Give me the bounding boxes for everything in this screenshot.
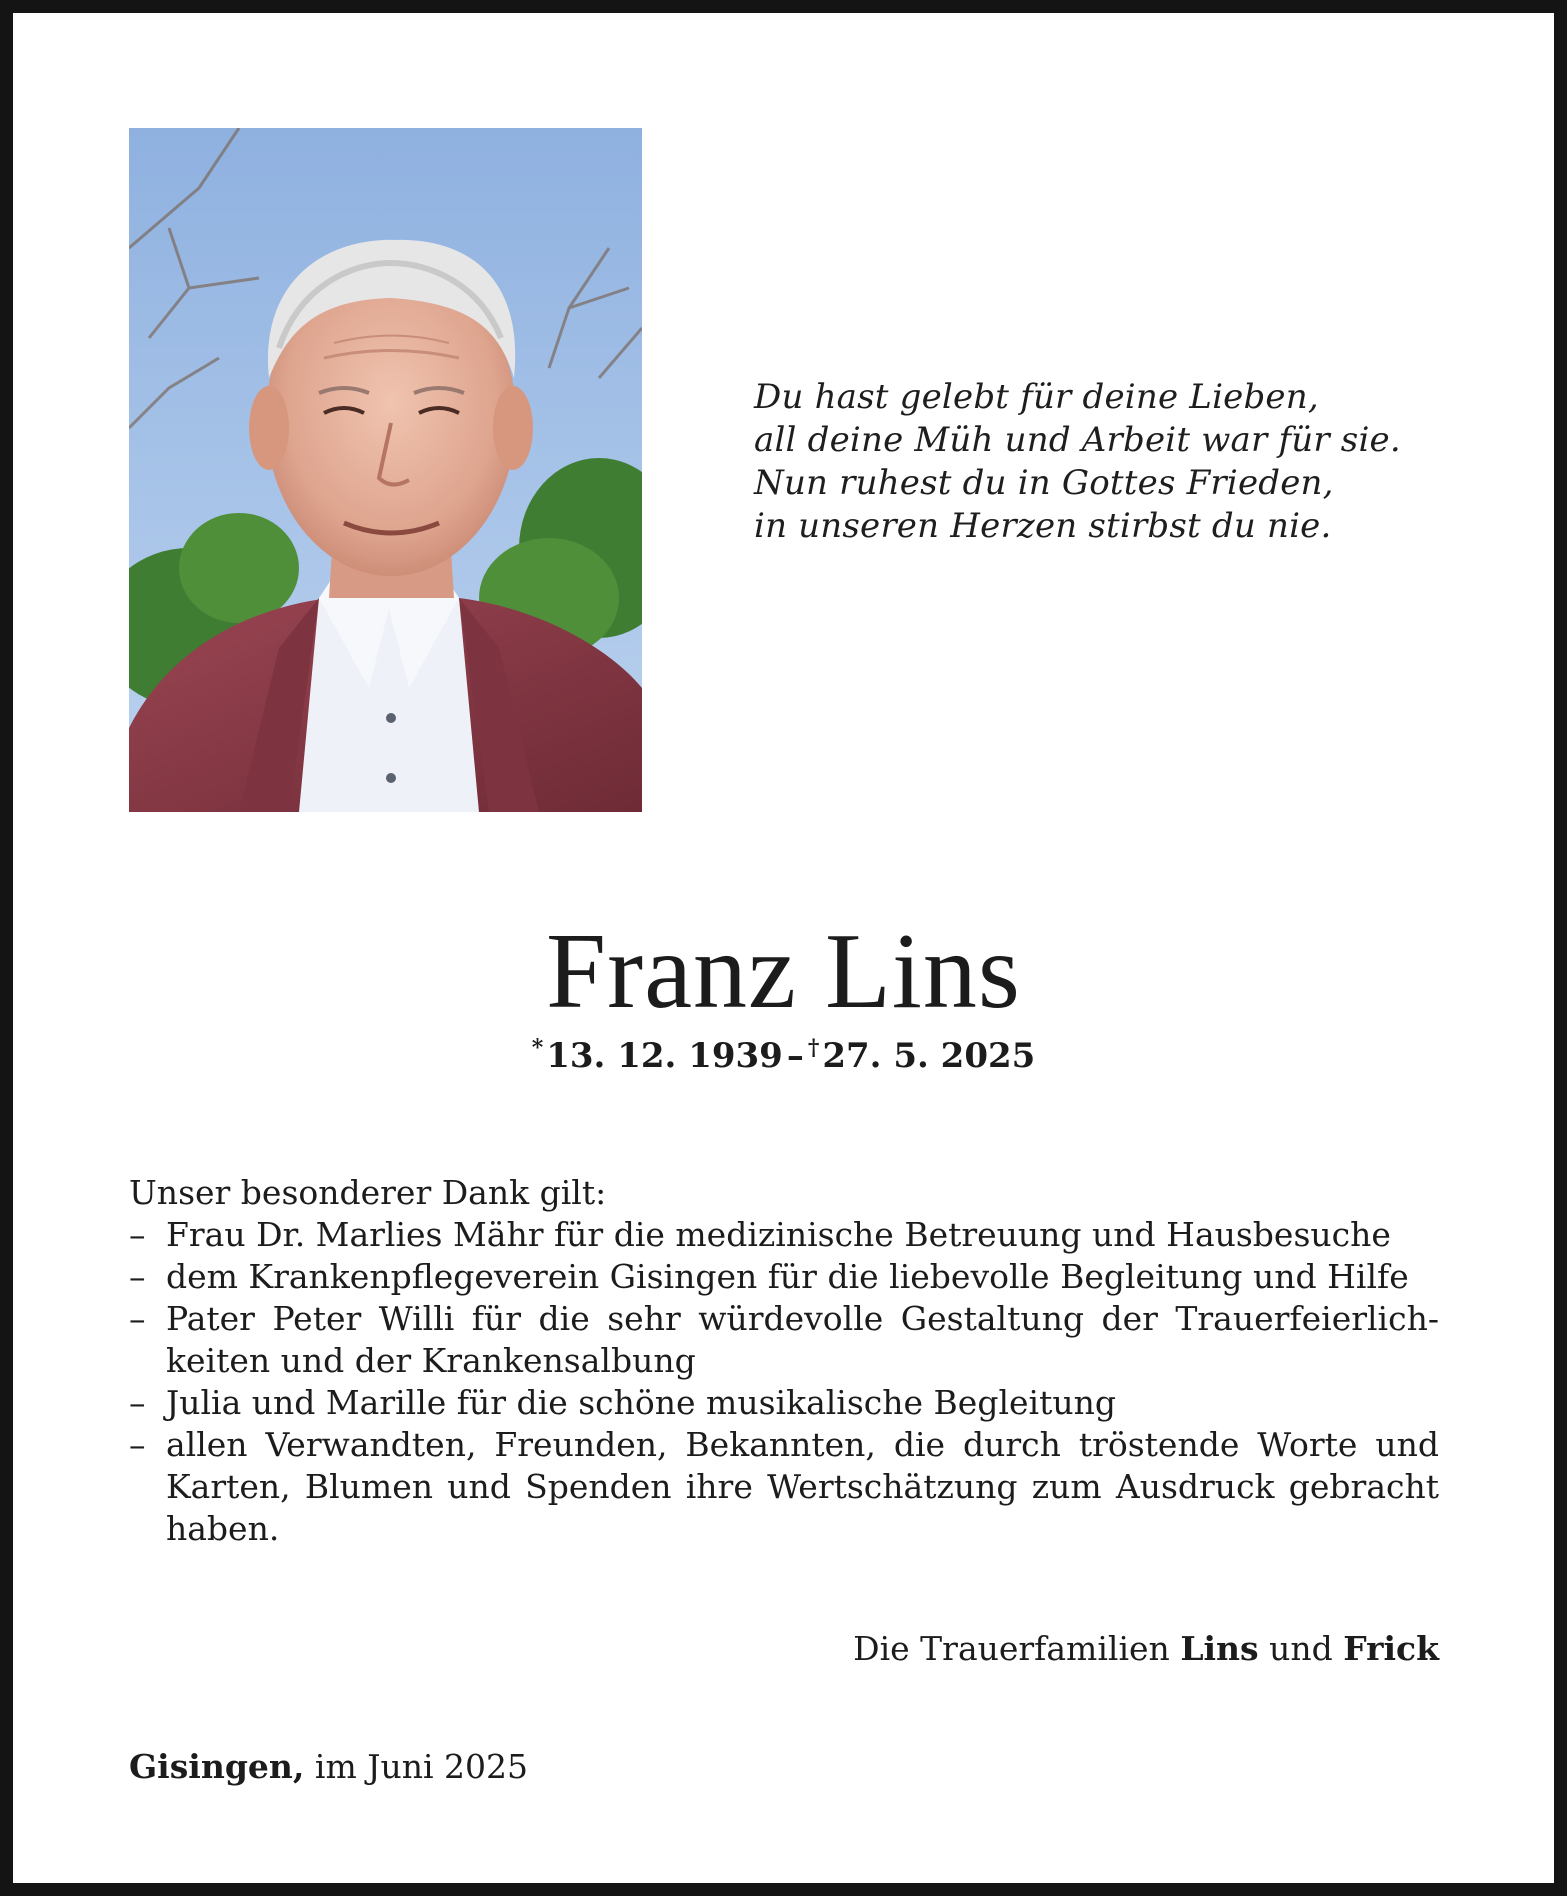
poem-line: Nun ruhest du in Gottes Frieden,: [754, 463, 1334, 503]
list-item: [129, 1424, 1439, 1550]
birth-symbol: *: [531, 1035, 544, 1061]
thanks-item-text: dem Krankenpflegeverein Gisingen für die liebevolle Begleitung und Hilfe: [166, 1257, 1409, 1296]
dash-bullet: –: [129, 1383, 146, 1422]
poem: [754, 376, 1401, 548]
signoff: [853, 1628, 1439, 1670]
dash-bullet: –: [129, 1425, 146, 1464]
place-town: Gisingen,: [129, 1747, 305, 1786]
thanks-item-text: allen Verwandten, Freunden, Bekannten, die durch tröstende Worte und Karten, Blumen und Spenden ihre Wertschätzung zum Ausdruck gebracht haben.: [166, 1425, 1439, 1548]
life-dates: [0, 1026, 1567, 1078]
list-item: [129, 1256, 1439, 1298]
deceased-name: Franz Lins: [546, 912, 1021, 1031]
thanks-section: [129, 1172, 1439, 1550]
thanks-list: [129, 1214, 1439, 1550]
list-item: [129, 1214, 1439, 1256]
dash-bullet: –: [129, 1215, 146, 1254]
list-item: [129, 1382, 1439, 1424]
family-name-1: Lins: [1180, 1629, 1259, 1668]
birth-date: 13. 12. 1939: [546, 1036, 783, 1076]
signoff-prefix: Die Trauerfamilien: [853, 1629, 1170, 1668]
place-date: [129, 1746, 528, 1788]
list-item: [129, 1298, 1439, 1382]
poem-line: in unseren Herzen stirbst du nie.: [754, 506, 1332, 546]
portrait-photo: [129, 128, 642, 812]
date-separator: –: [786, 1036, 804, 1076]
dash-bullet: –: [129, 1257, 146, 1296]
signoff-conjunction: und: [1269, 1629, 1333, 1668]
death-symbol: †: [807, 1035, 820, 1061]
thanks-item-text: Julia und Marille für die schöne musikalische Begleitung: [166, 1383, 1116, 1422]
poem-line: all deine Müh und Arbeit war für sie.: [754, 420, 1401, 460]
poem-line: Du hast gelebt für deine Lieben,: [754, 377, 1319, 417]
place-date-text: im Juni 2025: [314, 1747, 528, 1786]
dash-bullet: –: [129, 1299, 146, 1338]
thanks-item-text: Pater Peter Willi für die sehr würdevolle Gestaltung der Trauerfeierlich-keiten und der Krankensalbung: [166, 1299, 1439, 1380]
thanks-item-text: Frau Dr. Marlies Mähr für die medizinische Betreuung und Hausbesuche: [166, 1215, 1391, 1254]
death-date: 27. 5. 2025: [822, 1036, 1036, 1076]
family-name-2: Frick: [1343, 1629, 1439, 1668]
thanks-intro: Unser besonderer Dank gilt:: [129, 1173, 607, 1212]
